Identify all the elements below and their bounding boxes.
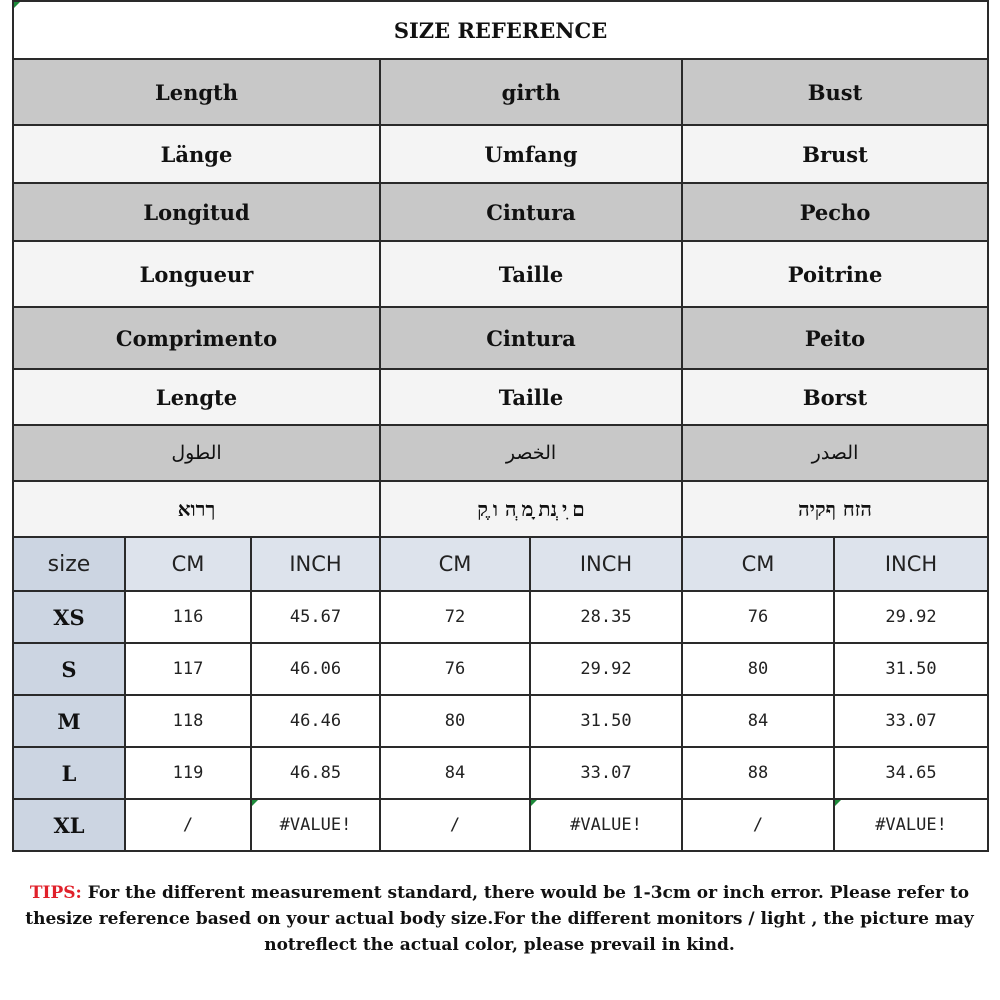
language-row-arabic — [13, 425, 988, 481]
language-row-french — [13, 241, 988, 307]
unit-header-cm: CM — [125, 537, 251, 591]
header-bust: Peito — [682, 307, 988, 369]
header-bust: الصدر — [682, 425, 988, 481]
header-bust: הזח ףקיה — [682, 481, 988, 537]
header-length: Longitud — [13, 183, 380, 241]
header-length: Länge — [13, 125, 380, 183]
header-bust: Bust — [682, 59, 988, 125]
bust-inch-cell: #VALUE! — [834, 799, 988, 851]
length-inch-cell: #VALUE! — [251, 799, 380, 851]
size-table — [12, 0, 989, 852]
unit-header-inch: INCH — [251, 537, 380, 591]
bust-cm-cell: / — [682, 799, 834, 851]
table-row — [13, 643, 988, 695]
tips-text: For the different measurement standard, there would be 1-3cm or inch error. Please refer to thesize reference based on your actual body size.For the different monitors / light , the picture may notreflect the actual color, please prevail in kind. — [25, 883, 974, 955]
size-label: XL — [13, 799, 125, 851]
unit-header-inch: INCH — [834, 537, 988, 591]
girth-cm-cell: 80 — [380, 695, 530, 747]
size-column-header: size — [13, 537, 125, 591]
size-label: L — [13, 747, 125, 799]
girth-cm-cell: 76 — [380, 643, 530, 695]
table-row — [13, 591, 988, 643]
length-inch-cell: 46.06 — [251, 643, 380, 695]
bust-cm-cell: 80 — [682, 643, 834, 695]
length-inch-cell: 45.67 — [251, 591, 380, 643]
header-girth: girth — [380, 59, 682, 125]
header-girth: Cintura — [380, 307, 682, 369]
unit-header-cm: CM — [380, 537, 530, 591]
tips-note — [12, 880, 987, 958]
header-girth: Cintura — [380, 183, 682, 241]
length-cm-cell: 117 — [125, 643, 251, 695]
title-row — [13, 1, 988, 59]
header-length: ךרוא — [13, 481, 380, 537]
bust-cm-cell: 88 — [682, 747, 834, 799]
header-length: الطول — [13, 425, 380, 481]
tips-label: TIPS: — [29, 883, 82, 903]
length-inch-cell: 46.85 — [251, 747, 380, 799]
language-row-english — [13, 59, 988, 125]
girth-inch-cell: 31.50 — [530, 695, 682, 747]
bust-inch-cell: 29.92 — [834, 591, 988, 643]
unit-header-row — [13, 537, 988, 591]
header-bust: Pecho — [682, 183, 988, 241]
girth-cm-cell: / — [380, 799, 530, 851]
bust-inch-cell: 34.65 — [834, 747, 988, 799]
girth-inch-cell: #VALUE! — [530, 799, 682, 851]
size-reference-sheet — [12, 0, 987, 852]
table-row — [13, 747, 988, 799]
language-row-hebrew — [13, 481, 988, 537]
header-length: Longueur — [13, 241, 380, 307]
size-label: M — [13, 695, 125, 747]
girth-inch-cell: 29.92 — [530, 643, 682, 695]
header-length: Comprimento — [13, 307, 380, 369]
header-bust: Poitrine — [682, 241, 988, 307]
size-label: XS — [13, 591, 125, 643]
header-girth: ם ִי ְנת ָמ ְה ו ֶק — [380, 481, 682, 537]
unit-header-inch: INCH — [530, 537, 682, 591]
header-girth: Taille — [380, 241, 682, 307]
girth-cm-cell: 84 — [380, 747, 530, 799]
bust-cm-cell: 76 — [682, 591, 834, 643]
header-girth: الخصر — [380, 425, 682, 481]
girth-inch-cell: 33.07 — [530, 747, 682, 799]
header-girth: Umfang — [380, 125, 682, 183]
table-row — [13, 695, 988, 747]
language-row-portuguese — [13, 307, 988, 369]
length-cm-cell: 118 — [125, 695, 251, 747]
length-cm-cell: 119 — [125, 747, 251, 799]
length-cm-cell: 116 — [125, 591, 251, 643]
header-length: Lengte — [13, 369, 380, 425]
length-cm-cell: / — [125, 799, 251, 851]
girth-inch-cell: 28.35 — [530, 591, 682, 643]
header-girth: Taille — [380, 369, 682, 425]
length-inch-cell: 46.46 — [251, 695, 380, 747]
girth-cm-cell: 72 — [380, 591, 530, 643]
language-row-spanish — [13, 183, 988, 241]
bust-inch-cell: 33.07 — [834, 695, 988, 747]
table-title: SIZE REFERENCE — [13, 1, 988, 59]
language-row-dutch — [13, 369, 988, 425]
bust-inch-cell: 31.50 — [834, 643, 988, 695]
header-bust: Borst — [682, 369, 988, 425]
header-bust: Brust — [682, 125, 988, 183]
language-row-german — [13, 125, 988, 183]
unit-header-cm: CM — [682, 537, 834, 591]
size-label: S — [13, 643, 125, 695]
header-length: Length — [13, 59, 380, 125]
bust-cm-cell: 84 — [682, 695, 834, 747]
table-row — [13, 799, 988, 851]
